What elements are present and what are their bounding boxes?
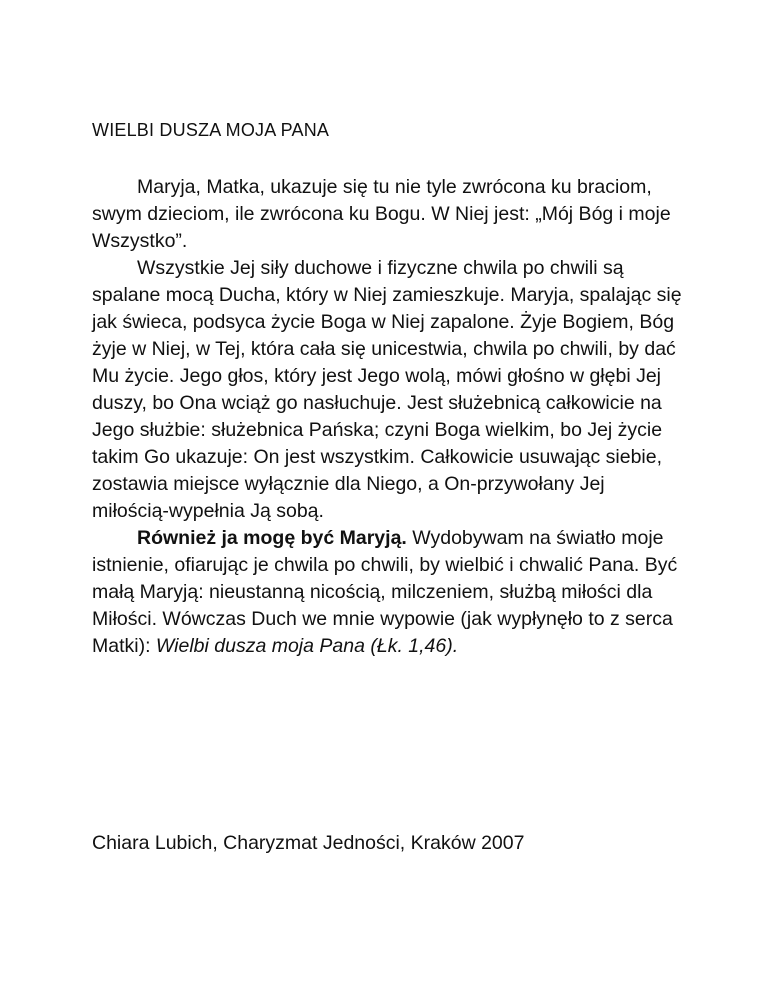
source-citation: Chiara Lubich, Charyzmat Jedności, Kraków 2007	[92, 832, 525, 854]
paragraph-3-bold-lead: Również ja mogę być Maryją.	[137, 527, 407, 549]
paragraph-3	[92, 525, 682, 660]
paragraph-3-italic-quote: Wielbi dusza moja Pana (Łk. 1,46).	[155, 635, 459, 657]
paragraph-3-text: Wydobywam na światło moje istnienie, ofiarując je chwila po chwili, by wielbić i chwalić Pana. Być małą Maryją: nieustanną nicością, milczeniem, służbą miłości dla Miłości. Wówczas Duch we mnie wypowie (jak wypłynęło to z serca Matki):	[92, 527, 678, 657]
paragraph-1: Maryja, Matka, ukazuje się tu nie tyle zwrócona ku braciom, swym dzieciom, ile zwrócona ku Bogu. W Niej jest: „Mój Bóg i moje Wszystko”.	[92, 176, 671, 252]
paragraph-2: Wszystkie Jej siły duchowe i fizyczne chwila po chwili są spalane mocą Ducha, który w Niej zamieszkuje. Maryja, spalając się jak świeca, podsyca życie Boga w Niej zapalone. Żyje Bogiem, Bóg żyje w Niej, w Tej, która cała się unicestwia, chwila po chwili, by dać Mu życie. Jego głos, który jest Jego wolą, mówi głośno w głębi Jej duszy, bo Ona wciąż go nasłuchuje. Jest służebnicą całkowicie na Jego służbie: służebnica Pańska; czyni Boga wielkim, bo Jej życie takim Go ukazuje: On jest wszystkim. Całkowicie usuwając siebie, zostawia miejsce wyłącznie dla Niego, a On-przywołany Jej miłością-wypełnia Ją sobą.	[92, 257, 682, 522]
document-title: WIELBI DUSZA MOJA PANA	[92, 120, 330, 140]
document-body	[92, 174, 682, 660]
